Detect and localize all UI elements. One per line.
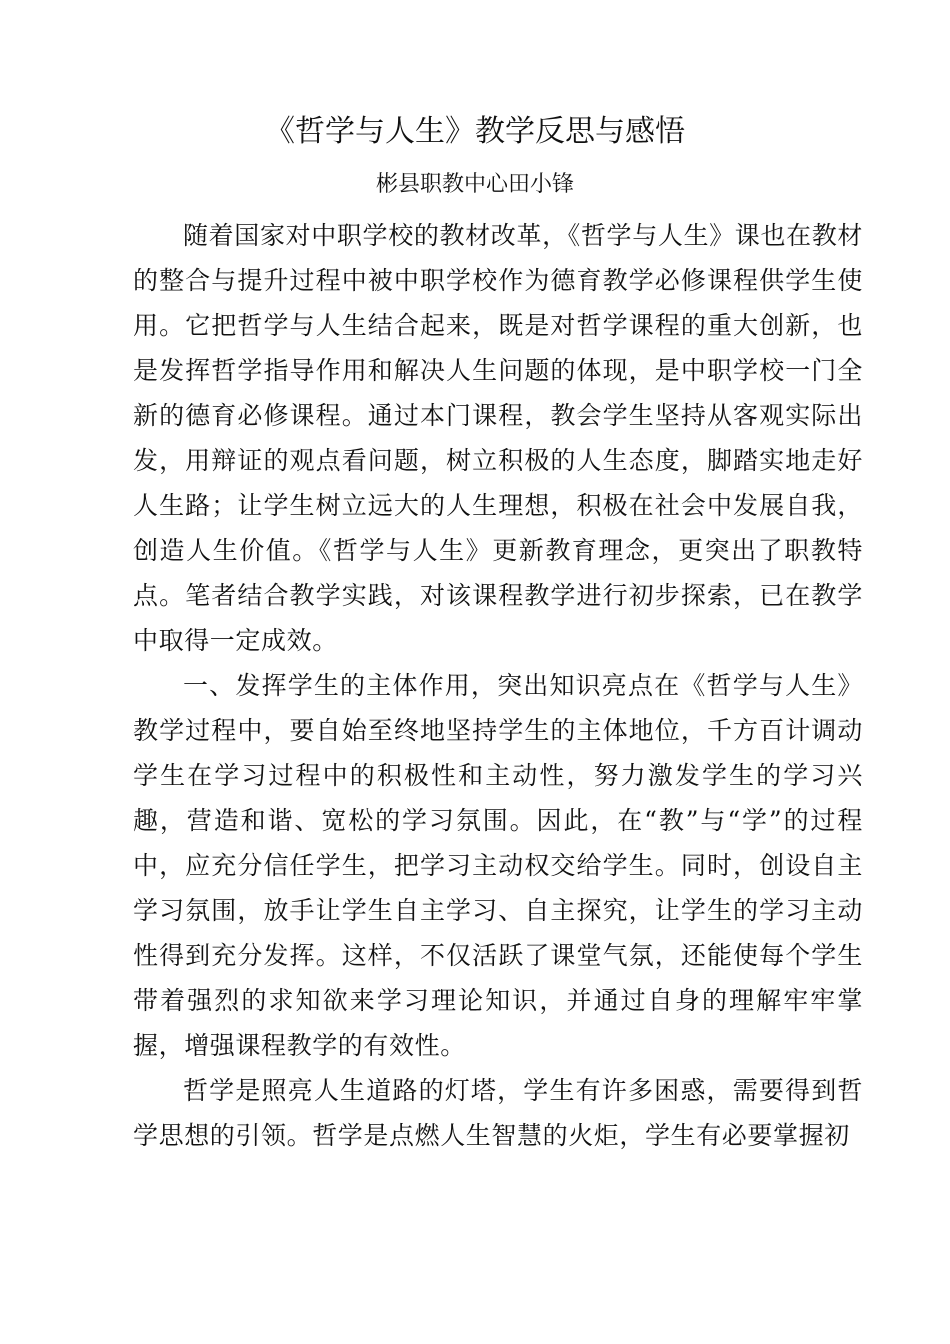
document-author: 彬县职教中心田小锋 [375, 172, 574, 197]
document-body [133, 213, 863, 1158]
document-title: 《哲学与人生》教学反思与感悟 [265, 114, 685, 149]
paragraph-philosophy: 哲学是照亮人生道路的灯塔，学生有许多困惑，需要得到哲学思想的引领。哲学是点燃人生智慧的火炬，学生有必要掌握初 [133, 1076, 863, 1150]
paragraph-section-one: 一、发挥学生的主体作用，突出知识亮点在《哲学与人生》教学过程中，要自始至终地坚持学生的主体地位，千方百计调动学生在学习过程中的积极性和主动性，努力激发学生的学习兴趣，营造和谐、宽松的学习氛围。因此，在“教”与“学”的过程中，应充分信任学生，把学习主动权交给学生。同时，创设自主学习氛围，放手让学生自主学习、自主探究，让学生的学习主动性得到充分发挥。这样，不仅活跃了课堂气氛，还能使每个学生带着强烈的求知欲来学习理论知识，并通过自身的理解牢牢掌握，增强课程教学的有效性。 [133, 671, 863, 1060]
paragraph-intro: 随着国家对中职学校的教材改革，《哲学与人生》课也在教材的整合与提升过程中被中职学校作为德育教学必修课程供学生使用。它把哲学与人生结合起来，既是对哲学课程的重大创新，也是发挥哲学指导作用和解决人生问题的体现，是中职学校一门全新的德育必修课程。通过本门课程，教会学生坚持从客观实际出发，用辩证的观点看问题，树立积极的人生态度，脚踏实地走好人生路；让学生树立远大的人生理想，积极在社会中发展自我，创造人生价值。《哲学与人生》更新教育理念，更突出了职教特点。笔者结合教学实践，对该课程教学进行初步探索，已在教学中取得一定成效。 [133, 221, 863, 655]
